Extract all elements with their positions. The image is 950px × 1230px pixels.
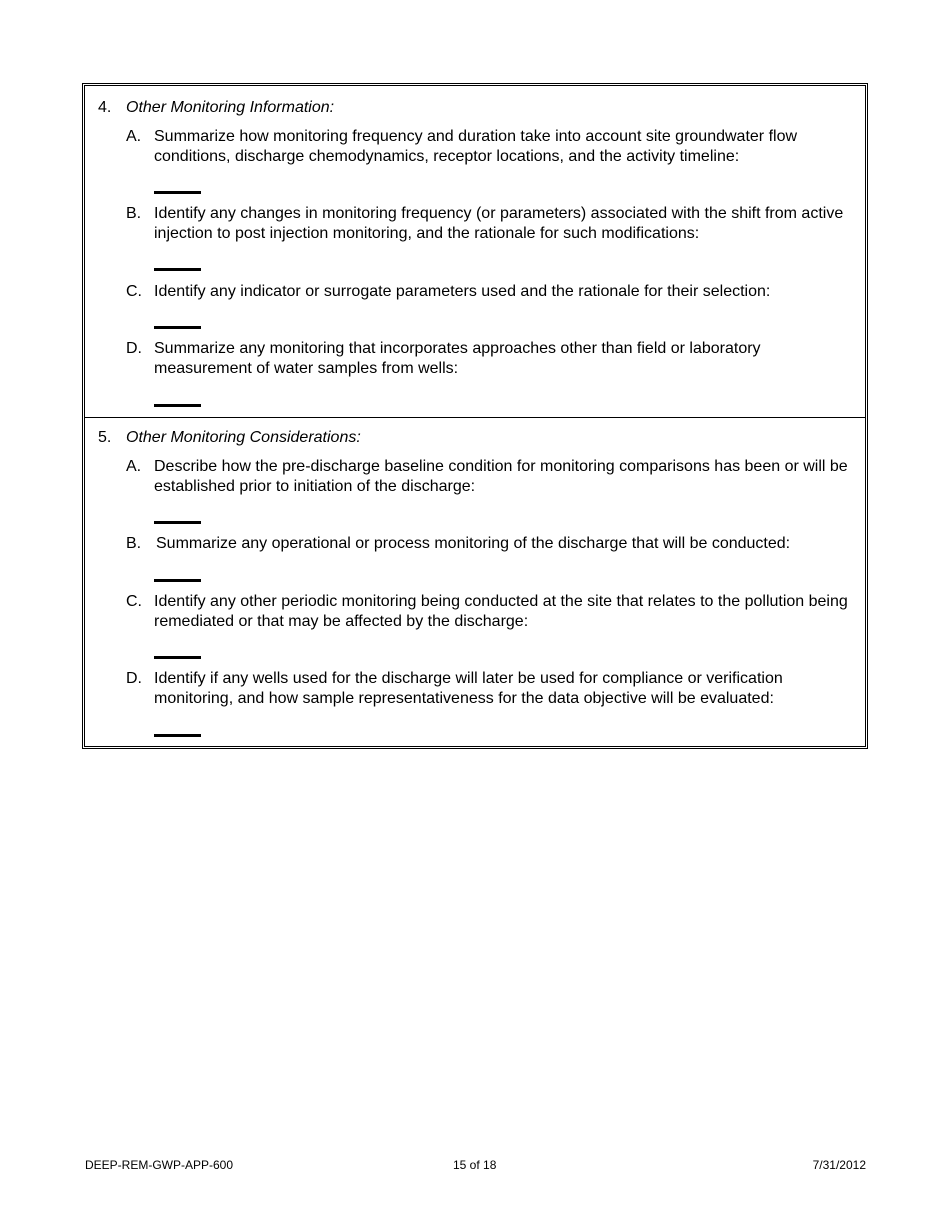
item-prompt: Identify any changes in monitoring frequency (or parameters) associated with the shift from active injection to post injection monitoring, and the rationale for such modifications: [154,205,844,242]
item-letter: D. [126,340,142,357]
form-section-box [82,83,868,749]
item-letter: B. [126,205,142,222]
answer-field[interactable] [154,579,201,582]
item-prompt: Identify any other periodic monitoring being conducted at the site that relates to the pollution being remediated or that may be affected by the discharge: [154,593,848,630]
answer-field[interactable] [154,326,201,329]
section-number: 4. [98,99,112,116]
item-letter: D. [126,670,142,687]
section-title: Other Monitoring Information: [126,99,335,116]
item-prompt: Identify if any wells used for the discharge will later be used for compliance or verification monitoring, and how sample representativeness for the data objective will be evaluated: [154,670,783,707]
section-title: Other Monitoring Considerations: [126,429,361,446]
item-letter: C. [126,593,142,610]
answer-field[interactable] [154,268,201,271]
footer-date: 7/31/2012 [812,1158,866,1172]
footer-page-number: 15 of 18 [453,1158,497,1172]
item-prompt: Summarize how monitoring frequency and duration take into account site groundwater flow conditions, discharge chemodynamics, receptor locations, and the activity timeline: [154,128,798,165]
item-prompt: Identify any indicator or surrogate parameters used and the rationale for their selection: [154,283,771,300]
item-prompt: Summarize any monitoring that incorporates approaches other than field or laboratory measurement of water samples from wells: [154,340,761,377]
footer-form-id: DEEP-REM-GWP-APP-600 [85,1158,234,1172]
section-5 [85,417,865,747]
item-prompt: Describe how the pre-discharge baseline condition for monitoring comparisons has been or will be established prior to initiation of the discharge: [154,458,848,495]
section-number: 5. [98,429,112,446]
answer-field[interactable] [154,191,201,194]
item-prompt: Summarize any operational or process monitoring of the discharge that will be conducted: [156,535,791,552]
item-letter: A. [126,458,142,475]
answer-field[interactable] [154,404,201,407]
item-letter: A. [126,128,142,145]
item-letter: C. [126,283,142,300]
item-letter: B. [126,535,142,552]
section-4 [85,86,865,416]
answer-field[interactable] [154,521,201,524]
answer-field[interactable] [154,656,201,659]
answer-field[interactable] [154,734,201,737]
